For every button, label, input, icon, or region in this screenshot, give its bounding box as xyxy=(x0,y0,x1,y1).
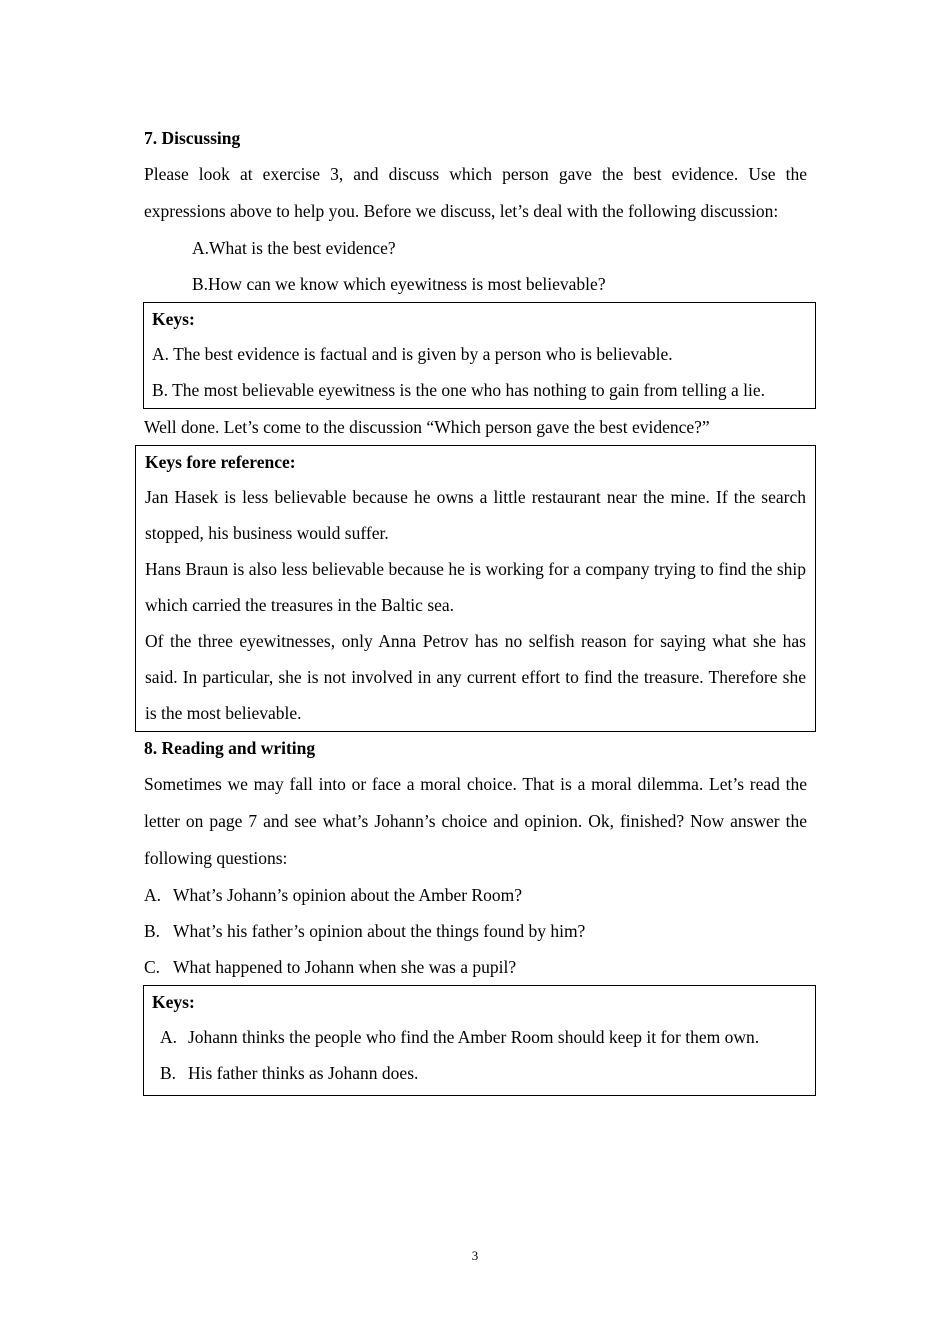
reference-paragraph: Of the three eyewitnesses, only Anna Petrov has no selfish reason for saying what she has said. In particular, she is not involved in any current effort to find the treasure. Therefore she is the most believable. xyxy=(145,631,806,723)
discussion-question-a: A.What is the best evidence? xyxy=(192,238,396,258)
reference-paragraph: Jan Hasek is less believable because he owns a little restaurant near the mine. If the search stopped, his business would suffer. xyxy=(145,487,806,543)
key-label: B. xyxy=(160,1063,177,1083)
question-label: A. xyxy=(144,885,162,905)
key-label: A. xyxy=(160,1027,178,1047)
keys-box-1 xyxy=(143,302,816,409)
question-text: What’s his father’s opinion about the things found by him? xyxy=(173,921,586,941)
key-item xyxy=(152,1055,805,1091)
key-item xyxy=(152,1019,805,1055)
key-line-b: B. The most believable eyewitness is the one who has nothing to gain from telling a lie. xyxy=(152,380,766,400)
discussion-question-b: B.How can we know which eyewitness is most believable? xyxy=(192,274,606,294)
document-page xyxy=(144,124,807,1096)
question-label: C. xyxy=(144,957,161,977)
reference-paragraph: Hans Braun is also less believable because he is working for a company trying to find the ship which carried the treasures in the Baltic sea. xyxy=(145,559,806,615)
reference-title: Keys fore reference: xyxy=(145,452,296,472)
key-text: His father thinks as Johann does. xyxy=(188,1063,419,1083)
keys-box-2 xyxy=(143,985,816,1096)
reference-keys-box xyxy=(135,445,816,732)
reading-question xyxy=(144,877,807,913)
key-text: Johann thinks the people who find the Amber Room should keep it for them own. xyxy=(188,1027,760,1047)
keys-title: Keys: xyxy=(152,309,195,329)
question-text: What happened to Johann when she was a pupil? xyxy=(173,957,517,977)
reading-question xyxy=(144,949,807,985)
discussion-transition: Well done. Let’s come to the discussion “Which person gave the best evidence?” xyxy=(144,417,710,437)
page-number: 3 xyxy=(471,1248,479,1263)
keys-title: Keys: xyxy=(152,992,195,1012)
section-7-intro: Please look at exercise 3, and discuss which person gave the best evidence. Use the expressions above to help you. Before we discuss, let’s deal with the following discussion: xyxy=(144,164,807,221)
question-label: B. xyxy=(144,921,161,941)
section-8-intro: Sometimes we may fall into or face a moral choice. That is a moral dilemma. Let’s read the letter on page 7 and see what’s Johann’s choice and opinion. Ok, finished? Now answer the following questions: xyxy=(144,774,807,868)
section-7-heading: 7. Discussing xyxy=(144,128,241,148)
reading-question xyxy=(144,913,807,949)
key-line-a: A. The best evidence is factual and is given by a person who is believable. xyxy=(152,344,673,364)
section-8-heading: 8. Reading and writing xyxy=(144,738,316,758)
question-text: What’s Johann’s opinion about the Amber Room? xyxy=(173,885,522,905)
